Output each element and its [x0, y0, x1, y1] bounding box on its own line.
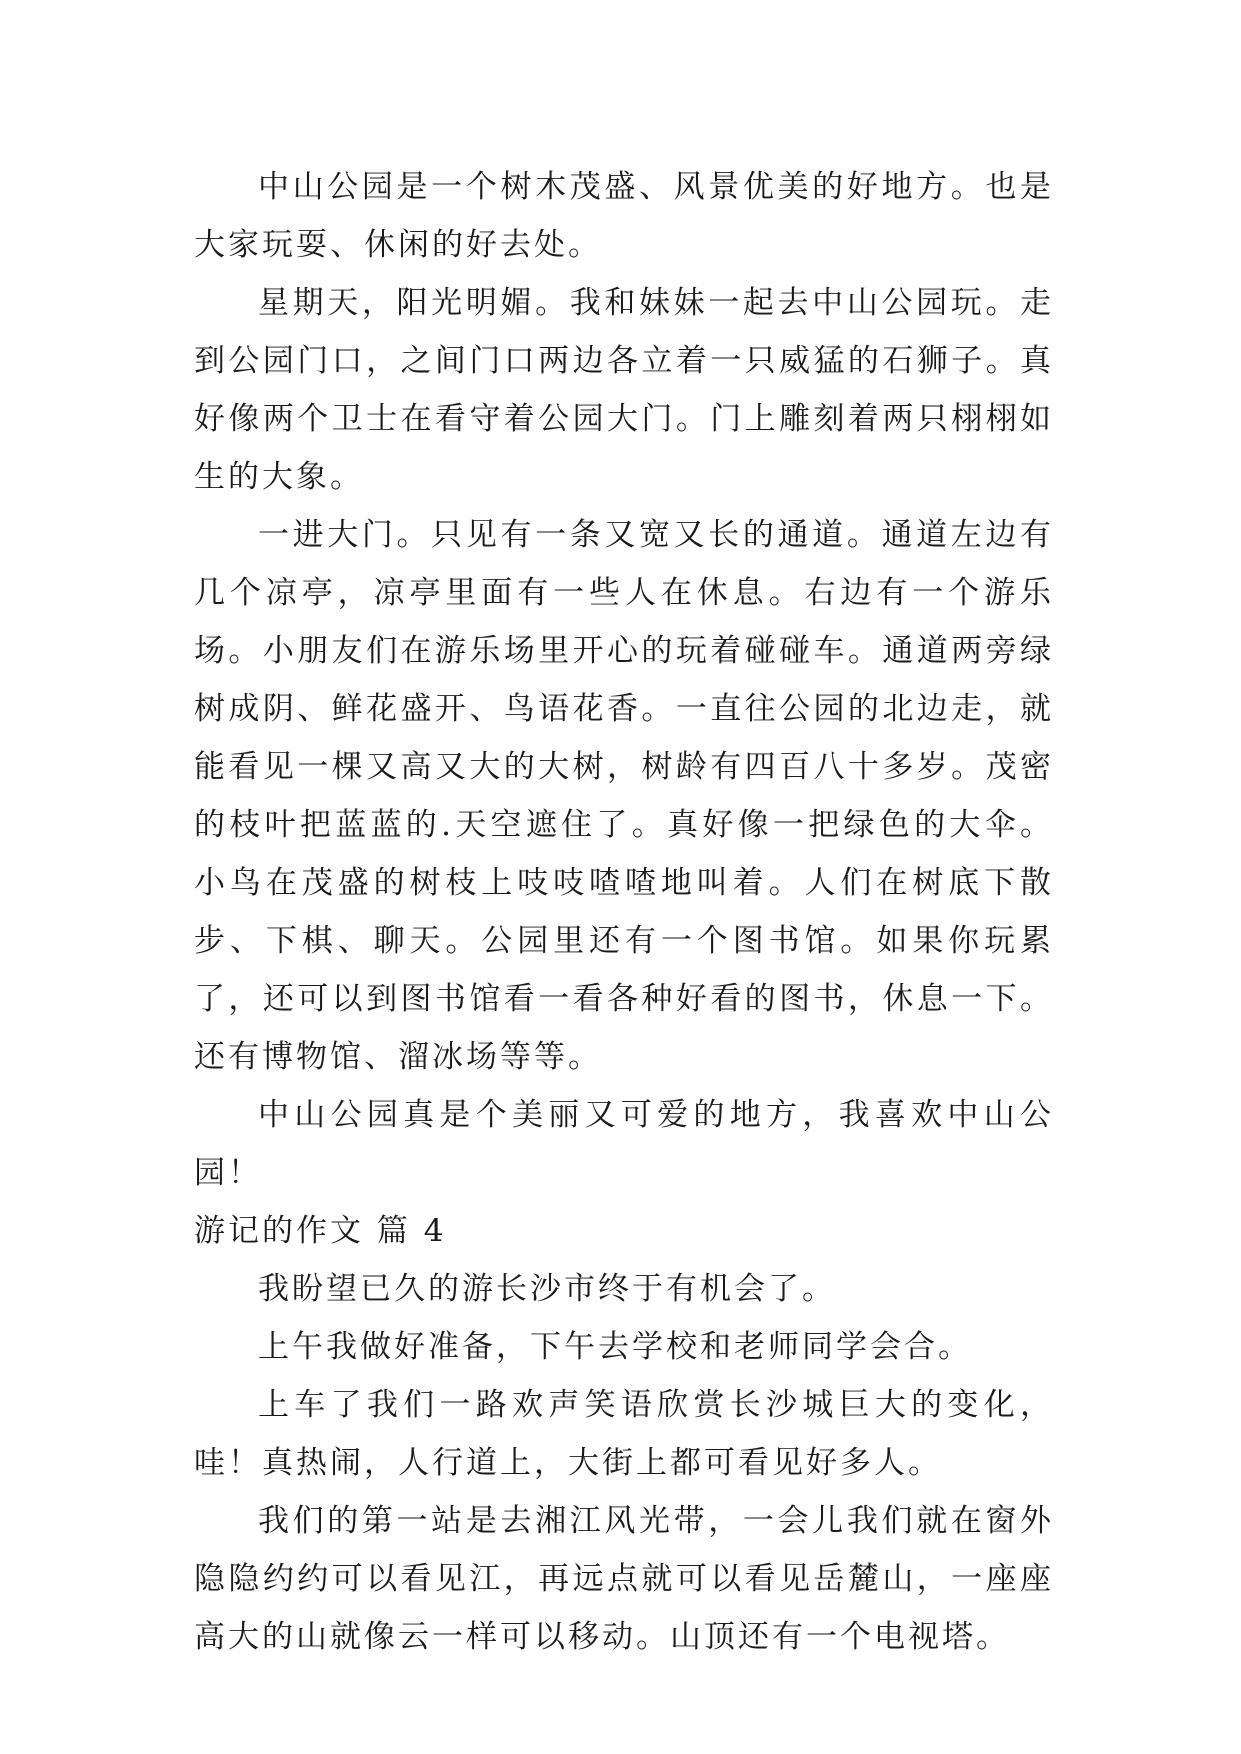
- paragraph-park-inside: 一进大门。只见有一条又宽又长的通道。通道左边有几个凉亭，凉亭里面有一些人在休息。右边有一个游乐场。小朋友们在游乐场里开心的玩着碰碰车。通道两旁绿树成阴、鲜花盛开、鸟语花香。一直往公园的北边走，就能看见一棵又高又大的大树，树龄有四百八十多岁。茂密的枝叶把蓝蓝的.天空遮住了。真好像一把绿色的大伞。小鸟在茂盛的树枝上吱吱喳喳地叫着。人们在树底下散步、下棋、聊天。公园里还有一个图书馆。如果你玩累了，还可以到图书馆看一看各种好看的图书，休息一下。还有博物馆、溜冰场等等。: [194, 517, 1054, 1075]
- paragraph-trip-first-stop: 我们的第一站是去湘江风光带，一会儿我们就在窗外隐隐约约可以看见江，再远点就可以看见岳麓山，一座座高大的山就像云一样可以移动。山顶还有一个电视塔。: [194, 1503, 1054, 1655]
- paragraph-park-conclusion: 中山公园真是个美丽又可爱的地方，我喜欢中山公园！: [194, 1097, 1054, 1191]
- paragraph-park-gate: 星期天，阳光明媚。我和妹妹一起去中山公园玩。走到公园门口，之间门口两边各立着一只威猛的石狮子。真好像两个卫士在看守着公园大门。门上雕刻着两只栩栩如生的大象。: [194, 285, 1054, 495]
- paragraph-trip-intro: 我盼望已久的游长沙市终于有机会了。: [258, 1271, 836, 1307]
- section-heading: 游记的作文 篇 4: [194, 1213, 447, 1249]
- paragraph-park-intro: 中山公园是一个树木茂盛、风景优美的好地方。也是大家玩耍、休闲的好去处。: [194, 169, 1054, 263]
- document-body: [194, 158, 1054, 1666]
- paragraph-trip-prep: 上午我做好准备，下午去学校和老师同学会合。: [258, 1329, 972, 1365]
- paragraph-trip-bus: 上车了我们一路欢声笑语欣赏长沙城巨大的变化，哇！真热闹，人行道上，大街上都可看见好多人。: [194, 1387, 1054, 1481]
